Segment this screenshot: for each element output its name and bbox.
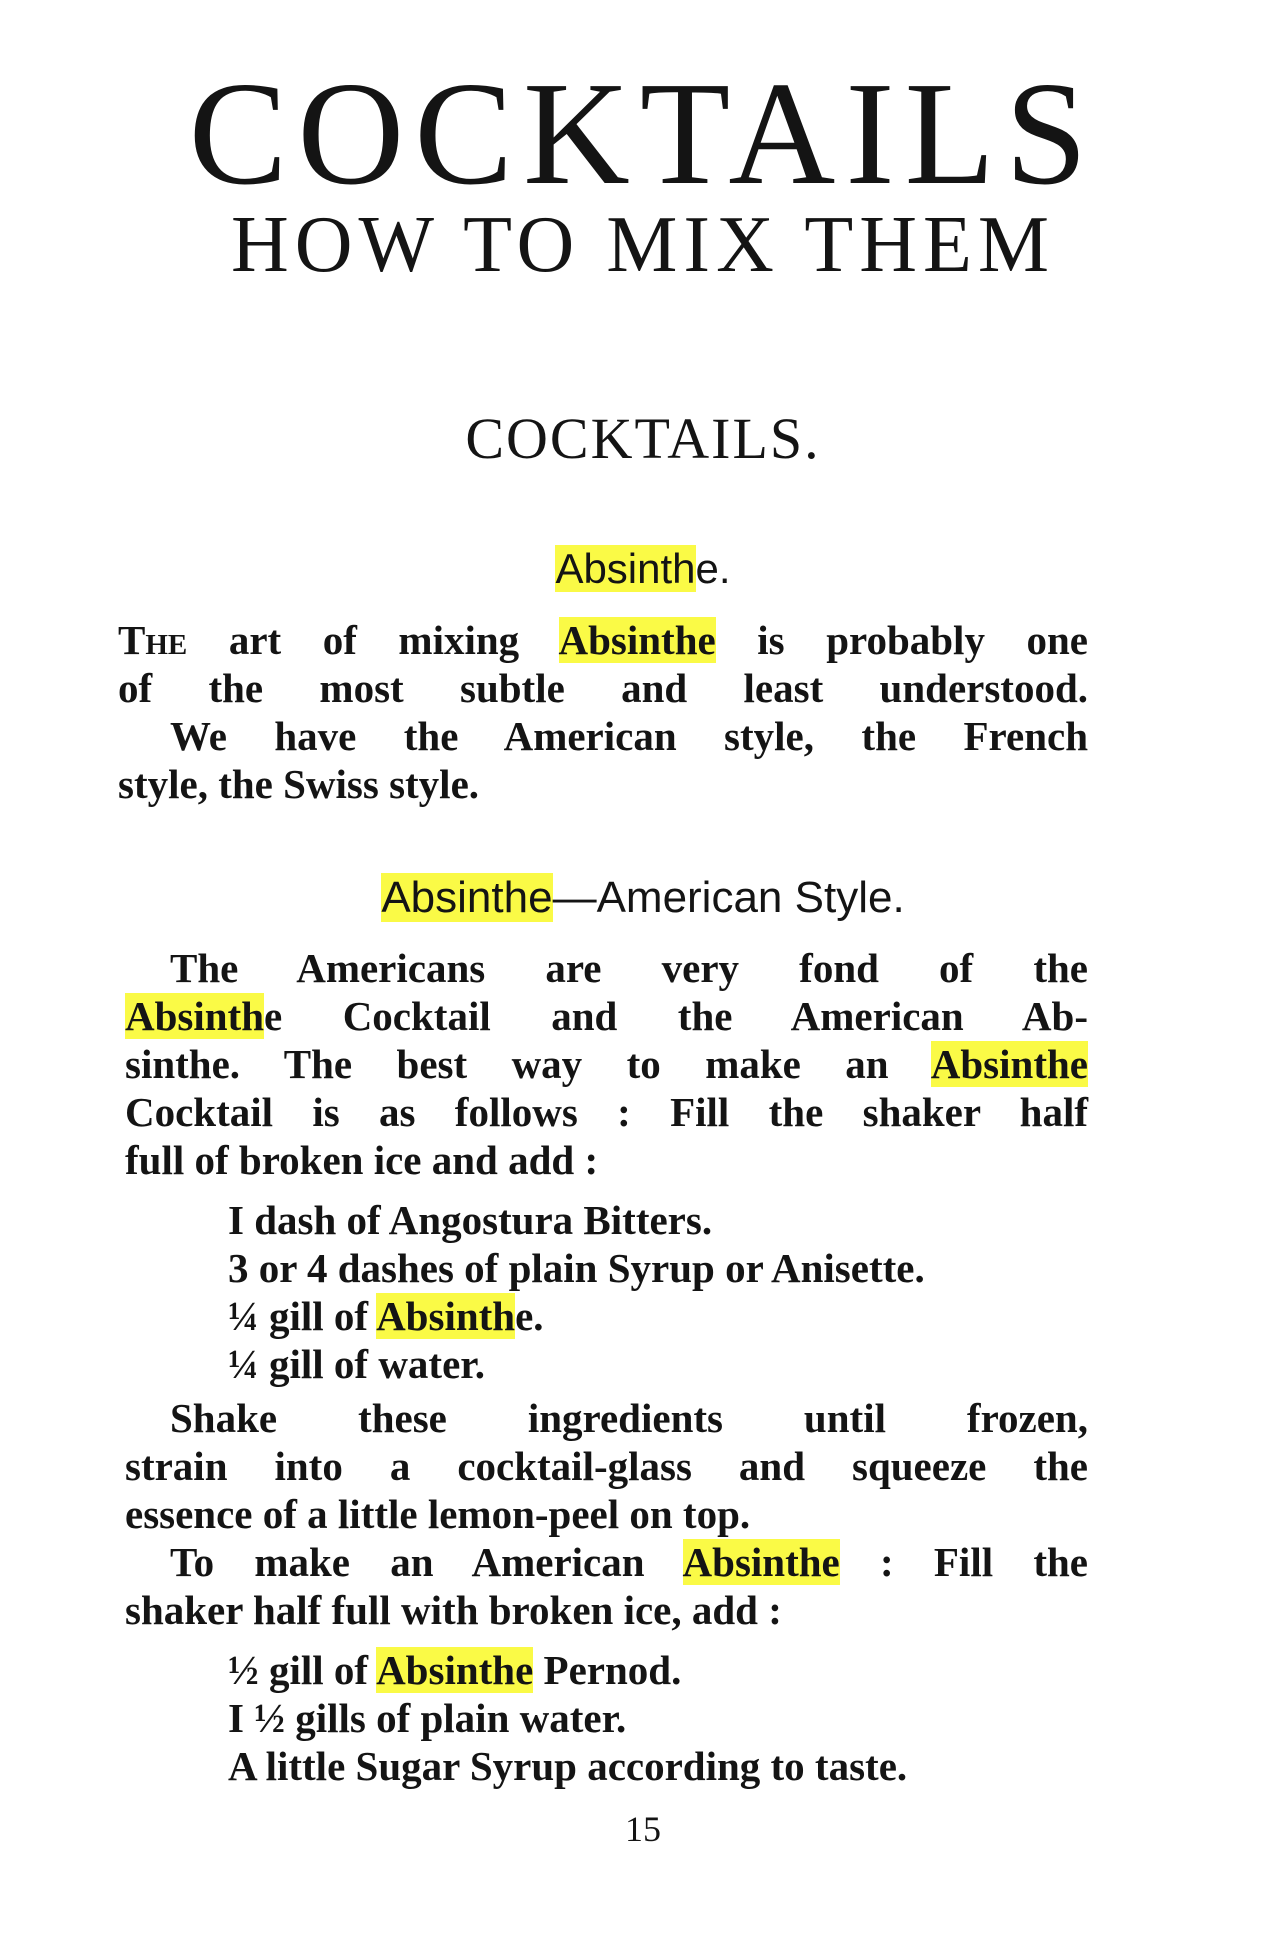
intro-line-3: We have the American style, the French (170, 713, 1088, 759)
american-p2-line-2: strain into a cocktail-glass and squeeze the (125, 1443, 1088, 1489)
american-p3-line-1: To make an American Absinthe : Fill the (170, 1539, 1089, 1585)
highlight: Absinthe (558, 617, 716, 663)
american-p1-line-4: Cocktail is as follows : Fill the shaker half (125, 1089, 1088, 1135)
american-style-heading: Absinthe—American Style. (381, 873, 905, 922)
ingredient-line: ½ gill of Absinthe Pernod. (228, 1647, 682, 1693)
highlight: Absinthe (682, 1539, 840, 1585)
american-p1-line-2: Absinthe Cocktail and the American Ab- (125, 993, 1088, 1039)
american-p1-line-1: The Americans are very fond of the (170, 945, 1088, 991)
ingredient-line: 3 or 4 dashes of plain Syrup or Anisette. (228, 1245, 925, 1291)
book-subtitle: HOW TO MIX THEM (230, 201, 1056, 289)
ingredient-line: ¼ gill of water. (228, 1341, 485, 1387)
american-p1-line-3: sinthe. The best way to make an Absinthe (125, 1041, 1088, 1087)
highlight: Absinthe (376, 1647, 534, 1693)
book-title: COCKTAILS (188, 52, 1098, 216)
highlight: Absinth (555, 545, 696, 592)
american-p1-line-5: full of broken ice and add : (125, 1137, 599, 1183)
ingredient-line: I dash of Angostura Bitters. (228, 1197, 713, 1243)
ingredient-line: A little Sugar Syrup according to taste. (228, 1743, 908, 1789)
intro-line-4: style, the Swiss style. (118, 761, 480, 807)
intro-line-2: of the most subtle and least understood. (118, 665, 1088, 711)
absinthe-heading: Absinthe. (555, 545, 731, 592)
intro-line-1: The art of mixing Absinthe is probably one (118, 617, 1089, 663)
american-p2-line-1: Shake these ingredients until frozen, (170, 1395, 1088, 1441)
page-number: 15 (625, 1809, 661, 1849)
highlight: Absinthe (930, 1041, 1088, 1087)
highlight: Absinth (376, 1293, 516, 1339)
section-title: COCKTAILS. (465, 406, 821, 471)
american-p2-line-3: essence of a little lemon-peel on top. (125, 1491, 751, 1537)
ingredient-line: I ½ gills of plain water. (228, 1695, 627, 1741)
highlight: Absinthe (381, 873, 553, 922)
highlight: Absinth (125, 993, 265, 1039)
ingredient-line: ¼ gill of Absinthe. (228, 1293, 544, 1339)
american-p3-line-2: shaker half full with broken ice, add : (125, 1587, 782, 1633)
